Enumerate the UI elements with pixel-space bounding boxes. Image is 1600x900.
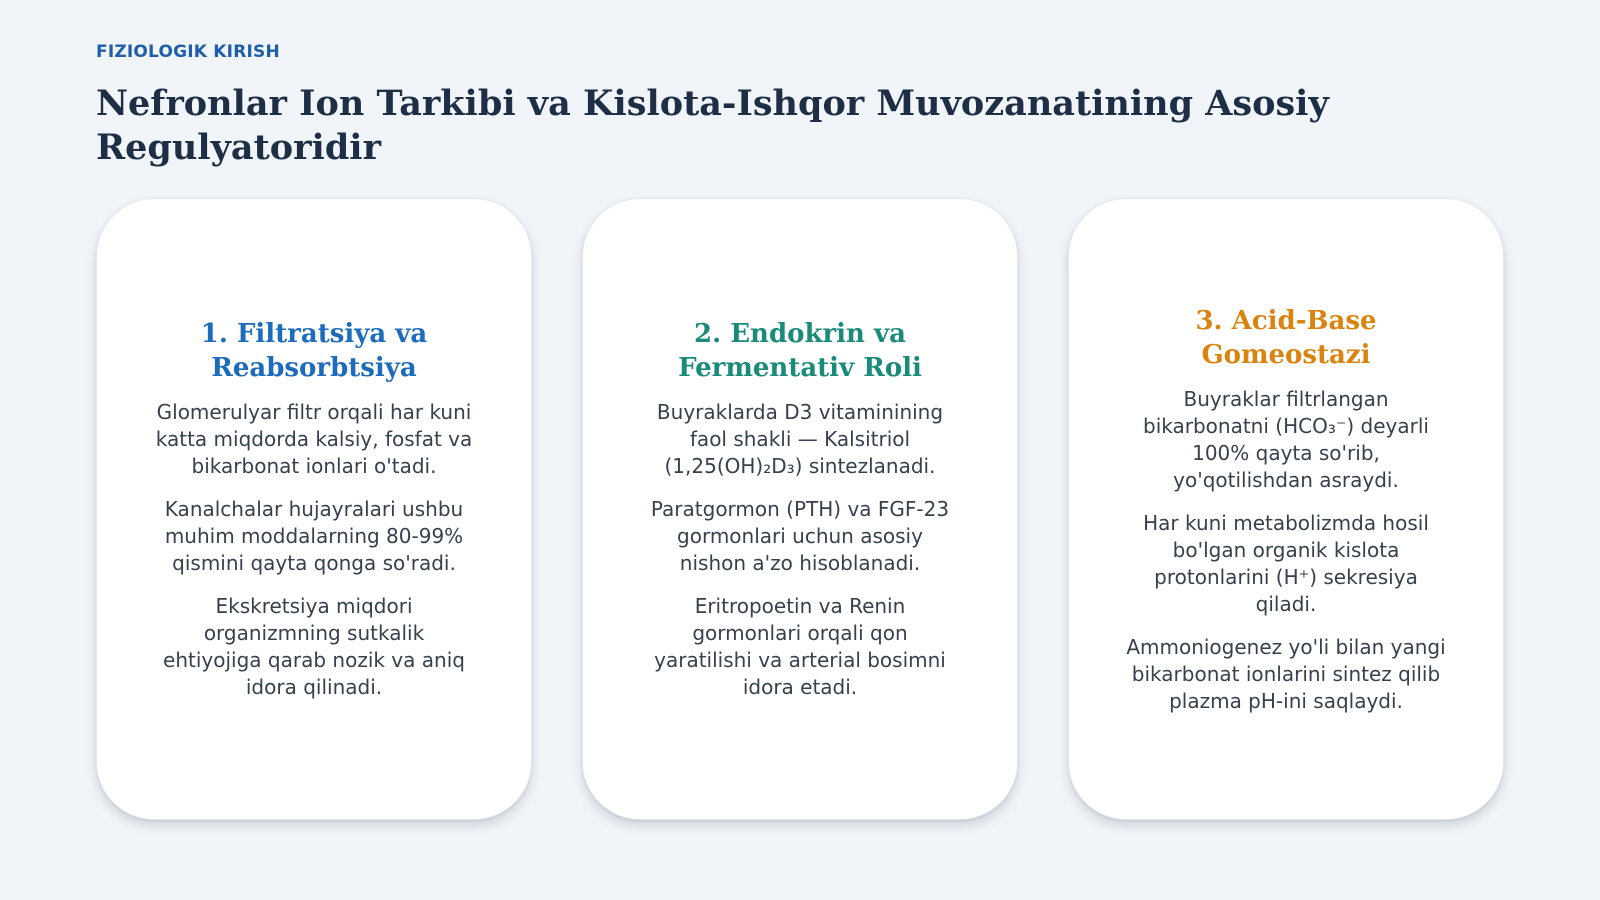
card-paragraph: Paratgormon (PTH) va FGF-23 gormonlari uchun asosiy nishon a'zo hisoblanadi. <box>650 497 950 575</box>
card-title: 3. Acid-Base Gomeostazi <box>1195 305 1377 370</box>
card-paragraph: Glomerulyar filtr orqali har kuni katta miqdorda kalsiy, fosfat va bikarbonat ionlari o'tadi. <box>155 400 473 478</box>
cards-row <box>96 198 1504 826</box>
card-paragraph: Eritropoetin va Renin gormonlari orqali qon yaratilishi va arterial bosimni idora etadi. <box>654 594 946 699</box>
card-paragraph: Har kuni metabolizmda hosil bo'lgan organik kislota protonlarini (H⁺) sekresiya qiladi. <box>1143 510 1429 616</box>
card-endocrine <box>582 198 1018 820</box>
page-title: Nefronlar Ion Tarkibi va Kislota-Ishqor Muvozanatining Asosiy Regulyatoridir <box>96 83 1329 168</box>
card-paragraph: Buyraklarda D3 vitaminining faol shakli — Kalsitriol (1,25(OH)₂D₃) sintezlanadi. <box>656 400 944 478</box>
card-title: 2. Endokrin va Fermentativ Roli <box>678 319 922 383</box>
card-paragraph: Buyraklar filtrlangan bikarbonatni (HCO₃⁻) deyarli 100% qayta so'rib, yo'qotilishdan asraydi. <box>1143 386 1429 492</box>
card-paragraph: Ekskretsiya miqdori organizmning sutkalik ehtiyojiga qarab nozik va aniq idora qilinadi. <box>163 594 465 699</box>
section-eyebrow: FIZIOLOGIK KIRISH <box>96 42 280 62</box>
card-acid-base <box>1068 198 1504 820</box>
card-title: 1. Filtratsiya va Reabsorbtsiya <box>200 319 428 383</box>
card-filtration <box>96 198 532 820</box>
card-paragraph: Ammoniogenez yo'li bilan yangi bikarbonat ionlarini sintez qilib plazma pH-ini saqlaydi. <box>1126 634 1446 713</box>
card-paragraph: Kanalchalar hujayralari ushbu muhim moddalarning 80-99% qismini qayta qonga so'radi. <box>164 497 464 575</box>
